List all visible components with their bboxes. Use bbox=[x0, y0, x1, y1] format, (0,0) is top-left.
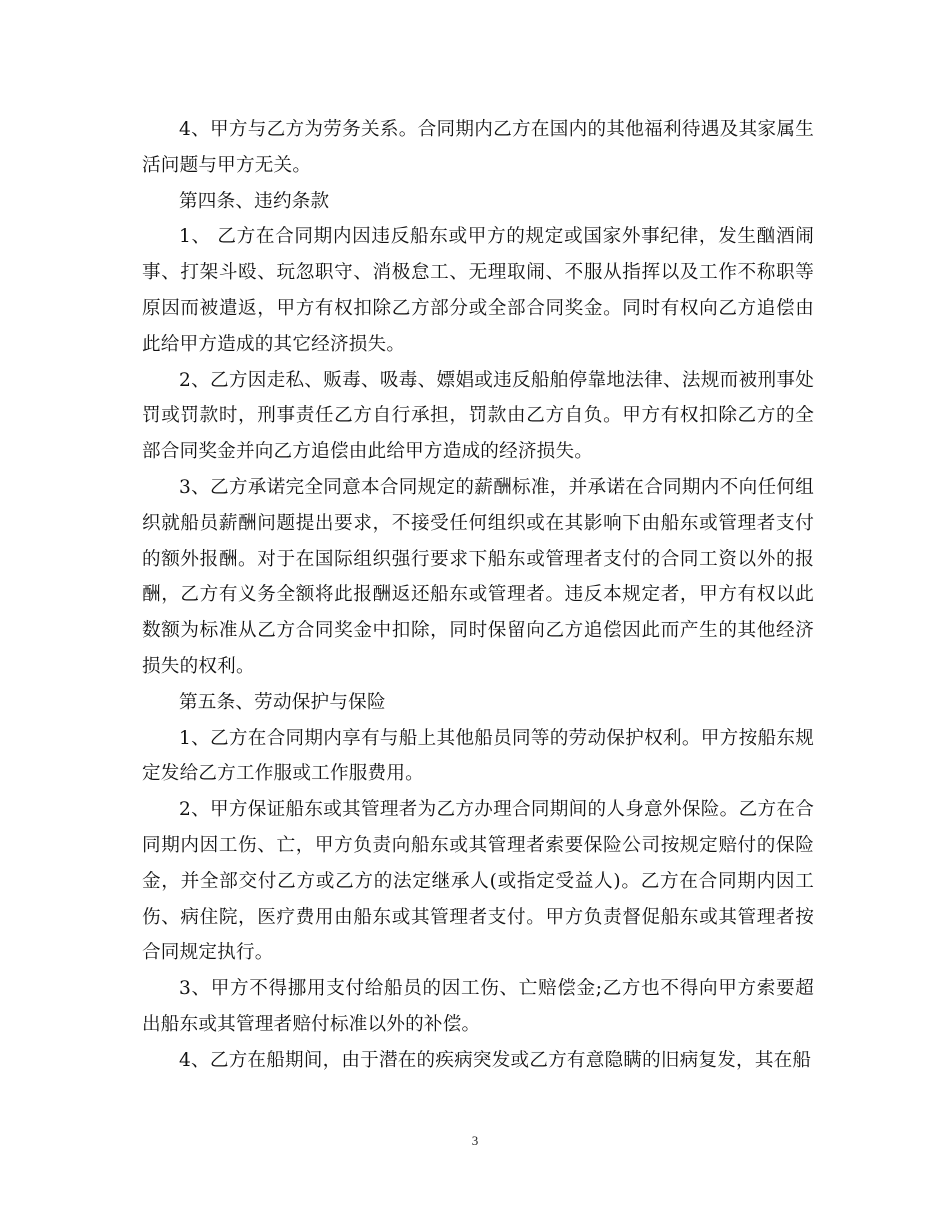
document-body bbox=[142, 112, 814, 1079]
paragraph-clause-4-1: 1、 乙方在合同期内因违反船东或甲方的规定或国家外事纪律，发生酗酒闹事、打架斗殴、玩忽职守、消极怠工、无理取闹、不服从指挥以及工作不称职等原因而被遣返，甲方有权扣除乙方部分或全部合同奖金。同时有权向乙方追偿由此给甲方造成的其它经济损失。 bbox=[142, 226, 814, 355]
paragraph-clause-5-2: 2、甲方保证船东或其管理者为乙方办理合同期间的人身意外保险。乙方在合同期内因工伤、亡，甲方负责向船东或其管理者索要保险公司按规定赔付的保险金，并全部交付乙方或乙方的法定继承人(或指定受益人)。乙方在合同期内因工伤、病住院，医疗费用由船东或其管理者支付。甲方负责督促船东或其管理者按合同规定执行。 bbox=[142, 799, 814, 964]
section-heading-article-5: 第五条、劳动保护与保险 bbox=[179, 691, 386, 713]
paragraph-clause-5-1: 1、乙方在合同期内享有与船上其他船员同等的劳动保护权利。甲方按船东规定发给乙方工作服或工作服费用。 bbox=[142, 727, 814, 785]
paragraph-clause-5-4: 4、乙方在船期间，由于潜在的疾病突发或乙方有意隐瞒的旧病复发，其在船 bbox=[179, 1049, 812, 1071]
paragraph-clause-3-4: 4、甲方与乙方为劳务关系。合同期内乙方在国内的其他福利待遇及其家属生活问题与甲方无关。 bbox=[142, 119, 814, 176]
section-heading-article-4: 第四条、违约条款 bbox=[179, 190, 330, 212]
paragraph-clause-4-2: 2、乙方因走私、贩毒、吸毒、嫖娼或违反船舶停靠地法律、法规而被刑事处罚或罚款时，刑事责任乙方自行承担，罚款由乙方自负。甲方有权扣除乙方的全部合同奖金并向乙方追偿由此给甲方造成的经济损失。 bbox=[142, 369, 814, 463]
paragraph-clause-5-3: 3、甲方不得挪用支付给船员的因工伤、亡赔偿金;乙方也不得向甲方索要超出船东或其管理者赔付标准以外的补偿。 bbox=[142, 978, 814, 1035]
page-number: 3 bbox=[471, 1133, 479, 1148]
paragraph-clause-4-3: 3、乙方承诺完全同意本合同规定的薪酬标准，并承诺在合同期内不向任何组织就船员薪酬问题提出要求，不接受任何组织或在其影响下由船东或管理者支付的额外报酬。对于在国际组织强行要求下船东或管理者支付的合同工资以外的报酬，乙方有义务全额将此报酬返还船东或管理者。违反本规定者，甲方有权以此数额为标准从乙方合同奖金中扣除，同时保留向乙方追偿因此而产生的其他经济损失的权利。 bbox=[142, 476, 814, 677]
